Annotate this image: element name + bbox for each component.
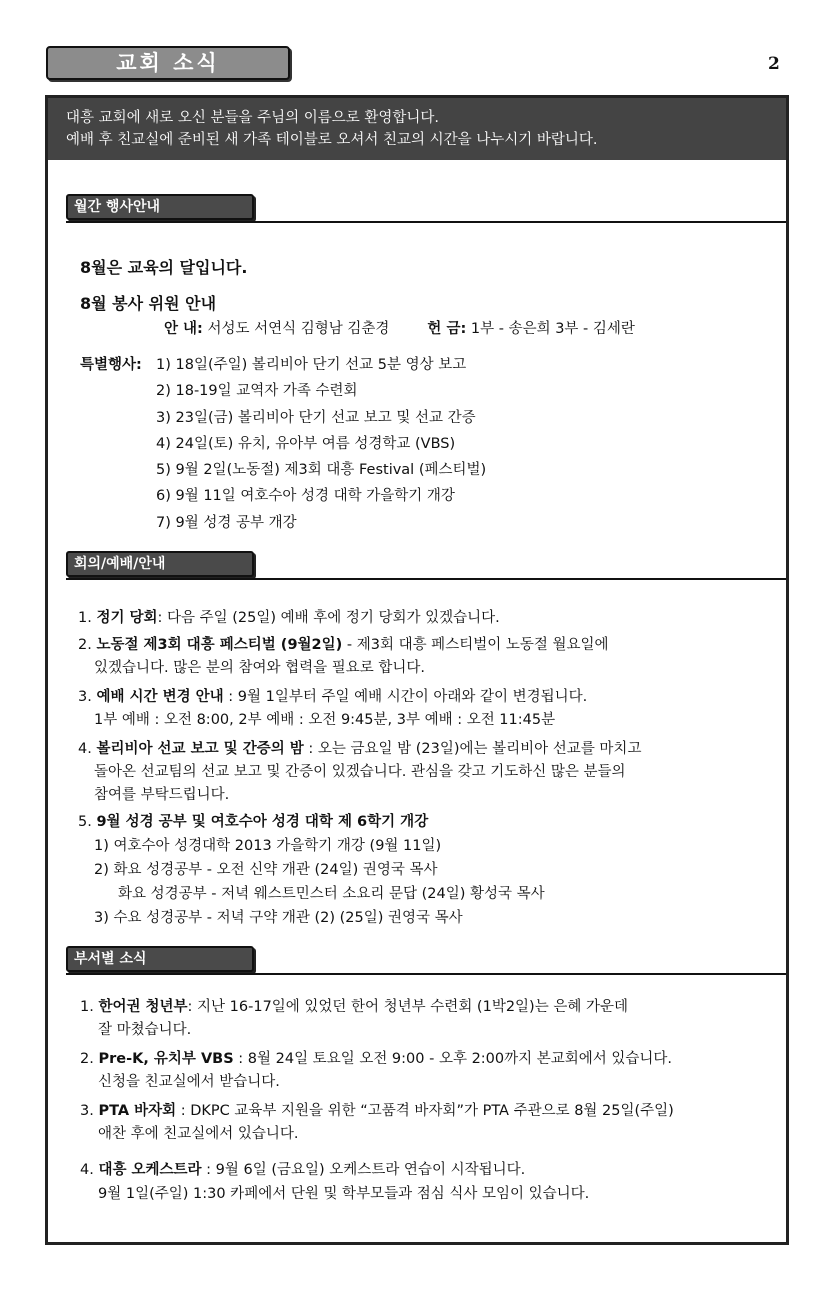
dept-item-3-cont: 애찬 후에 친교실에서 있습니다. xyxy=(98,1126,299,1142)
item-text: : 지난 16-17일에 있었던 한어 청년부 수련회 (1박2일)는 은혜 가운데 xyxy=(187,999,628,1015)
special-event-item: 5) 9월 2일(노동절) 제3회 대흥 Festival (페스티벌) xyxy=(156,462,487,478)
dept-item-1-cont: 잘 마쳤습니다. xyxy=(98,1022,192,1038)
monthly-theme: 8월은 교육의 달입니다. xyxy=(80,258,248,277)
item-title: 9월 성경 공부 및 여호수아 성경 대학 제 6학기 개강 xyxy=(96,814,429,830)
special-event-item: 2) 18-19일 교역자 가족 수련회 xyxy=(156,383,358,399)
item-title: 노동절 제3회 대흥 페스티벌 (9월2일) xyxy=(96,637,343,653)
dept-item-2-cont: 신청을 친교실에서 받습니다. xyxy=(98,1074,280,1090)
content-frame xyxy=(45,95,789,1245)
item-text: : 다음 주일 (25일) 예배 후에 정기 당회가 있겠습니다. xyxy=(157,610,500,626)
special-events-label: 특별행사: xyxy=(80,357,142,373)
item-number: 3. xyxy=(78,689,97,705)
item-title: 한어권 청년부 xyxy=(98,999,188,1015)
item-number: 4. xyxy=(80,1162,99,1178)
section-meeting-title: 회의/예배/안내 xyxy=(66,551,254,577)
meeting-item-2 xyxy=(78,635,609,655)
item-number: 2. xyxy=(80,1051,99,1067)
usher-label: 안 내: xyxy=(164,321,203,337)
item-number: 1. xyxy=(78,610,97,626)
meeting-item-2-cont: 있겠습니다. 많은 분의 참여와 협력을 필요로 합니다. xyxy=(94,660,426,676)
dept-item-1 xyxy=(80,997,628,1017)
item-text: - 제3회 대흥 페스티벌이 노동절 월요일에 xyxy=(342,637,609,653)
dept-item-4 xyxy=(80,1160,525,1180)
item-text: : DKPC 교육부 지원을 위한 “고품격 바자회”가 PTA 주관으로 8월 25일(주일) xyxy=(176,1103,674,1119)
offering-label: 헌 금: xyxy=(427,321,467,337)
item-text: : 9월 1일부터 주일 예배 시간이 아래와 같이 변경됩니다. xyxy=(223,689,588,705)
dept-item-4-cont: 9월 1일(주일) 1:30 카페에서 단원 및 학부모들과 점심 식사 모임이 있습니다. xyxy=(98,1186,590,1202)
dept-item-2 xyxy=(80,1049,672,1069)
special-event-item: 7) 9월 성경 공부 개강 xyxy=(156,515,297,531)
special-event-item: 1) 18일(주일) 볼리비아 단기 선교 5분 영상 보고 xyxy=(156,357,467,373)
item-title: 볼리비아 선교 보고 및 간증의 밤 xyxy=(96,741,304,757)
item-text: : 9월 6일 (금요일) 오케스트라 연습이 시작됩니다. xyxy=(201,1162,526,1178)
committee-title: 8월 봉사 위원 안내 xyxy=(80,294,217,313)
section-divider xyxy=(66,578,786,580)
item-title: 대흥 오케스트라 xyxy=(98,1162,202,1178)
section-divider xyxy=(66,221,786,223)
item-number: 1. xyxy=(80,999,99,1015)
special-event-item: 4) 24일(토) 유치, 유아부 여름 성경학교 (VBS) xyxy=(156,436,456,452)
meeting-item-5-sub: 화요 성경공부 - 저녁 웨스트민스터 소요리 문답 (24일) 황성국 목사 xyxy=(118,886,545,902)
meeting-item-3 xyxy=(78,687,587,707)
usher-names: 서성도 서연식 김형남 김춘경 xyxy=(202,321,390,337)
meeting-item-4-cont: 참여를 부탁드립니다. xyxy=(94,787,230,803)
meeting-item-3-cont: 1부 예배 : 오전 8:00, 2부 예배 : 오전 9:45분, 3부 예배 : 오전 11:45분 xyxy=(94,712,556,728)
offering-names: 1부 - 송은희 3부 - 김세란 xyxy=(466,321,635,337)
item-number: 2. xyxy=(78,637,97,653)
item-title: 정기 당회 xyxy=(96,610,158,626)
item-title: PTA 바자회 xyxy=(98,1103,177,1119)
meeting-item-1 xyxy=(78,608,500,628)
dept-item-3 xyxy=(80,1101,674,1121)
meeting-item-5-sub: 2) 화요 성경공부 - 오전 신약 개관 (24일) 권영국 목사 xyxy=(94,862,438,878)
meeting-item-5 xyxy=(78,812,428,832)
item-title: 예배 시간 변경 안내 xyxy=(96,689,224,705)
section-divider xyxy=(66,973,786,975)
welcome-line-2: 예배 후 친교실에 준비된 새 가족 테이블로 오셔서 친교의 시간을 나누시기 바랍니다. xyxy=(66,132,598,148)
welcome-line-1: 대흥 교회에 새로 오신 분들을 주님의 이름으로 환영합니다. xyxy=(66,110,440,126)
special-event-item: 3) 23일(금) 볼리비아 단기 선교 보고 및 선교 간증 xyxy=(156,410,476,426)
item-text: : 오는 금요일 밤 (23일)에는 볼리비아 선교를 마치고 xyxy=(303,741,642,757)
special-event-item: 6) 9월 11일 여호수아 성경 대학 가을학기 개강 xyxy=(156,488,455,504)
page-number: 2 xyxy=(768,54,780,74)
section-dept-title: 부서별 소식 xyxy=(66,946,254,972)
meeting-item-4-cont: 돌아온 선교팀의 선교 보고 및 간증이 있겠습니다. 관심을 갖고 기도하신 많은 분들의 xyxy=(94,764,626,780)
item-number: 3. xyxy=(80,1103,99,1119)
page-title: 교회 소식 xyxy=(46,46,290,80)
meeting-item-5-sub: 1) 여호수아 성경대학 2013 가을학기 개강 (9월 11일) xyxy=(94,838,442,854)
welcome-banner xyxy=(48,98,786,160)
committee-line xyxy=(164,319,635,339)
section-monthly-title: 월간 행사안내 xyxy=(66,194,254,220)
meeting-item-5-sub: 3) 수요 성경공부 - 저녁 구약 개관 (2) (25일) 권영국 목사 xyxy=(94,910,463,926)
item-title: Pre-K, 유치부 VBS xyxy=(98,1051,234,1067)
item-number: 5. xyxy=(78,814,97,830)
item-number: 4. xyxy=(78,741,97,757)
item-text: : 8월 24일 토요일 오전 9:00 - 오후 2:00까지 본교회에서 있습니다. xyxy=(233,1051,673,1067)
meeting-item-4 xyxy=(78,739,641,759)
